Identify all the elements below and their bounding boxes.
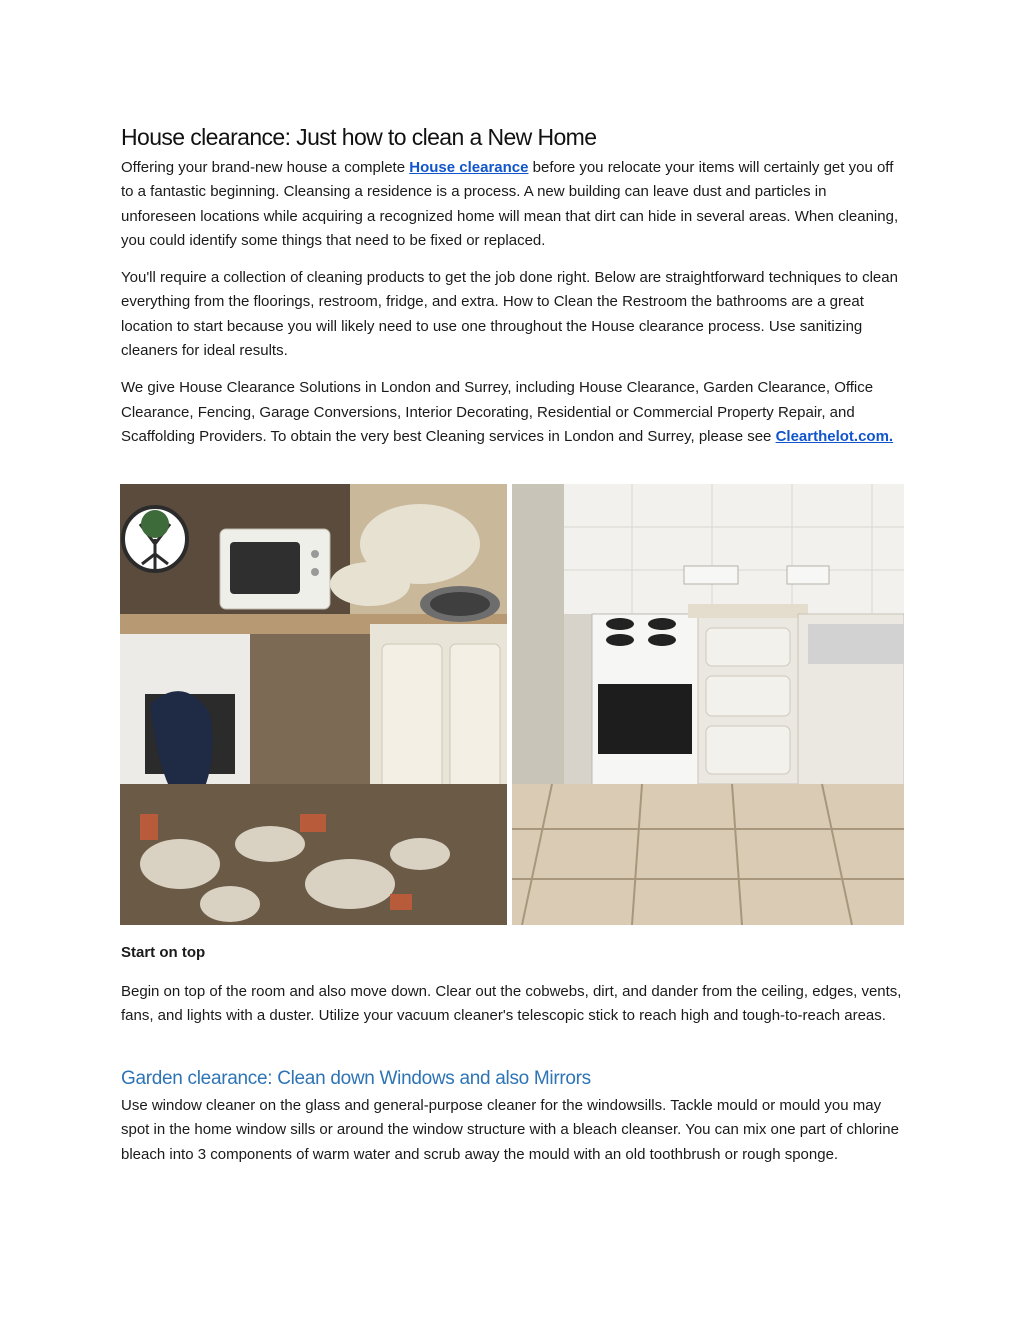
intro-text-after: before you relocate your items will certainly get you off to a fantastic beginning. Cleansing a residence is a process. A new building can leave dust and particles in unforeseen locations while acquiring a recognized home will mean that dirt can hide in several areas. When cleaning, you could identify some things that need to be fixed or replaced. <box>121 159 899 249</box>
cluttered-kitchen-photo <box>120 484 507 925</box>
intro-paragraph <box>121 156 905 253</box>
paragraph-3-text: We give House Clearance Solutions in London and Surrey, including House Clearance, Garden Clearance, Office Clearance, Fencing, Garage Conversions, Interior Decorating, Residential or Commercial Property Repair, and Scaffolding Providers. To obtain the very best Cleaning services in London and Surrey, please see <box>121 379 874 445</box>
clean-kitchen-photo <box>512 484 904 925</box>
house-clearance-link[interactable]: House clearance <box>409 159 529 176</box>
paragraph-3 <box>121 376 905 449</box>
clearthelot-link[interactable]: Clearthelot.com. <box>775 427 894 445</box>
before-after-photos <box>120 484 904 925</box>
section-2-paragraph: Use window cleaner on the glass and general-purpose cleaner for the windowsills. Tackle mould or mould you may spot in the home window sills or around the window structure with a bleach cleanser. You can mix one part of chlorine bleach into 3 components of warm water and scrub away the mould with an old toothbrush or rough sponge. <box>121 1097 899 1163</box>
paragraph-2: You'll require a collection of cleaning products to get the job done right. Below are straightforward techniques to clean everything from the floorings, restroom, fridge, and extra. How to Clean the Restroom the bathrooms are a great location to start because you will likely need to use one throughout the House clearance process. Use sanitizing cleaners for ideal results. <box>121 269 898 360</box>
section-heading-start-on-top: Start on top <box>121 944 206 961</box>
section-heading-garden-clearance: Garden clearance: Clean down Windows and also Mirrors <box>121 1068 591 1089</box>
intro-text-before: Offering your brand-new house a complete <box>121 159 410 176</box>
page-title: House clearance: Just how to clean a New Home <box>121 124 597 150</box>
section-1-paragraph: Begin on top of the room and also move down. Clear out the cobwebs, dirt, and dander from the ceiling, edges, vents, fans, and lights with a duster. Utilize your vacuum cleaner's telescopic stick to reach high and tough-to-reach areas. <box>121 983 902 1025</box>
article <box>121 122 905 449</box>
